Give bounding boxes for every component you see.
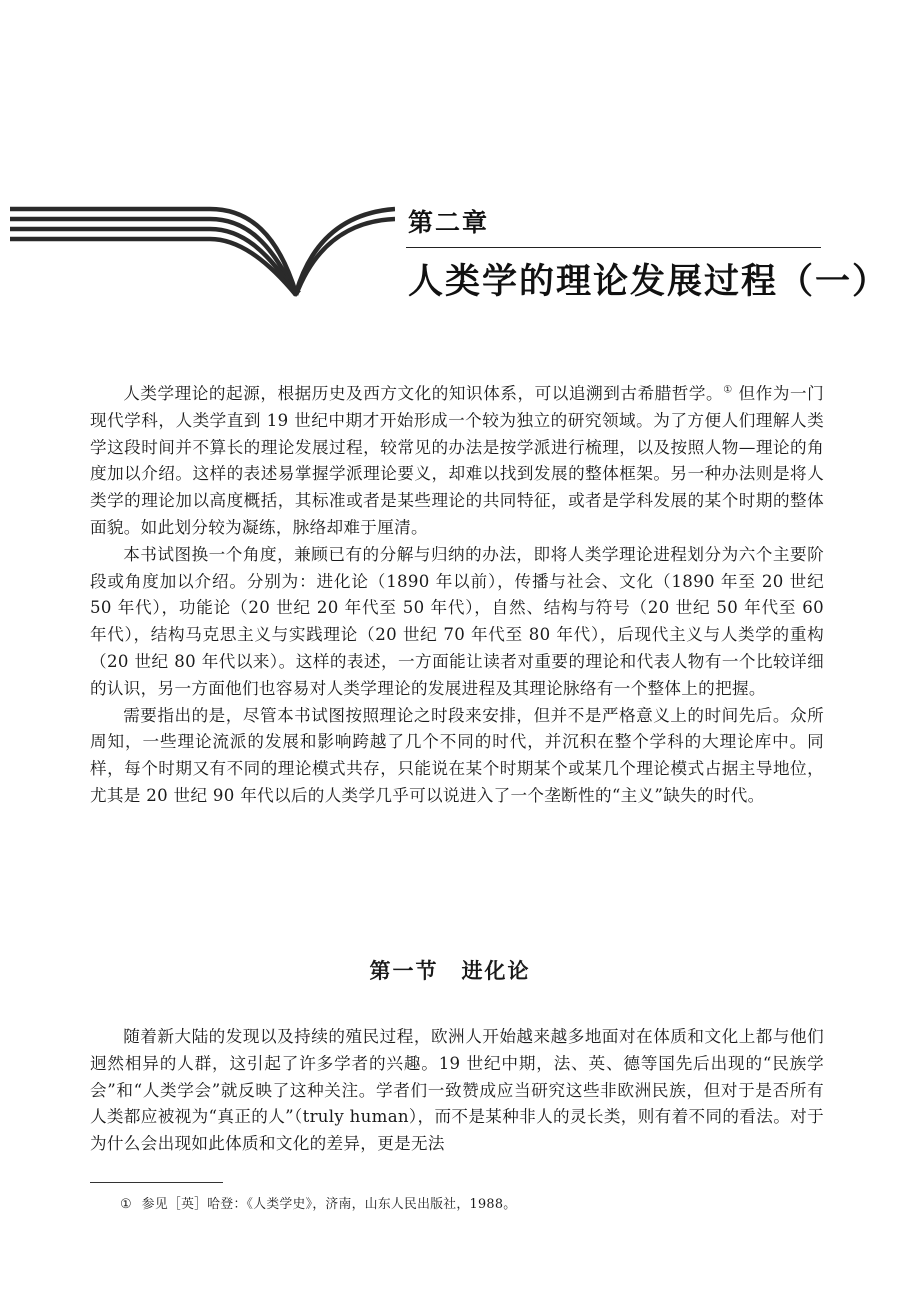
paragraph-2: 本书试图换一个角度，兼顾已有的分解与归纳的办法，即将人类学理论进程划分为六个主要阶段或角度加以介绍。分别为：进化论（1890 年以前），传播与社会、文化（1890 年至 20 世纪 50 年代），功能论（20 世纪 20 年代至 50 年代），自然、结构与符号（20 世纪 50 年代至 60 年代），结构马克思主义与实践理论（20 世纪 70 年代至 80 年代），后现代主义与人类学的重构（20 世纪 80 年代以来）。这样的表述，一方面能让读者对重要的理论和代表人物有一个比较详细的认识，另一方面他们也容易对人类学理论的发展进程及其理论脉络有一个整体上的把握。: [90, 544, 824, 698]
paragraph-1-start: 人类学理论的起源，根据历史及西方文化的知识体系，可以追溯到古希腊哲学。: [123, 384, 724, 403]
footnote-text: 参见［英］哈登：《人类学史》，济南，山东人民出版社，1988。: [141, 1197, 517, 1212]
chapter-divider: [406, 247, 821, 248]
footnote: [120, 1195, 516, 1215]
paragraph-3: 需要指出的是，尽管本书试图按照理论之时段来安排，但并不是严格意义上的时间先后。众所周知，一些理论流派的发展和影响跨越了几个不同的时代，并沉积在整个学科的大理论库中。同样，每个时期又有不同的理论模式共存，只能说在某个时期某个或某几个理论模式占据主导地位，尤其是 20 世纪 90 年代以后的人类学几乎可以说进入了一个垄断性的“主义”缺失的时代。: [90, 705, 824, 805]
footnote-reference[interactable]: ①: [723, 384, 733, 396]
chapter-title: 人类学的理论发展过程（一）: [408, 262, 890, 302]
paragraph-1-rest: 但作为一门现代学科，人类学直到 19 世纪中期才开始形成一个较为独立的研究领域。为了方便人们理解人类学这段时间并不算长的理论发展过程，较常见的办法是按学派进行梳理，以及按照人物—理论的角度加以介绍。这样的表述易掌握学派理论要义，却难以找到发展的整体框架。另一种办法则是将人类学的理论加以高度概括，其标准或者是某些理论的共同特征，或者是学科发展的某个时期的整体面貌。如此划分较为凝练，脉络却难于厘清。: [90, 384, 825, 537]
paragraph-1: [90, 381, 824, 542]
footnote-mark: ①: [120, 1197, 132, 1212]
chapter-label: 第二章: [408, 208, 490, 237]
section-title: 第一节 进化论: [369, 959, 531, 983]
footnote-divider: [90, 1182, 223, 1183]
section-text: [90, 1024, 824, 1158]
chapter-book-ornament-icon: [10, 205, 395, 300]
intro-text: [90, 381, 824, 810]
section-paragraph-1: 随着新大陆的发现以及持续的殖民过程，欧洲人开始越来越多地面对在体质和文化上都与他们迥然相异的人群，这引起了许多学者的兴趣。19 世纪中期，法、英、德等国先后出现的“民族学会”和“人类学会”就反映了这种关注。学者们一致赞成应当研究这些非欧洲民族，但对于是否所有人类都应被视为“真正的人”（truly human），而不是某种非人的灵长类，则有着不同的看法。对于为什么会出现如此体质和文化的差异，更是无法: [90, 1027, 824, 1154]
